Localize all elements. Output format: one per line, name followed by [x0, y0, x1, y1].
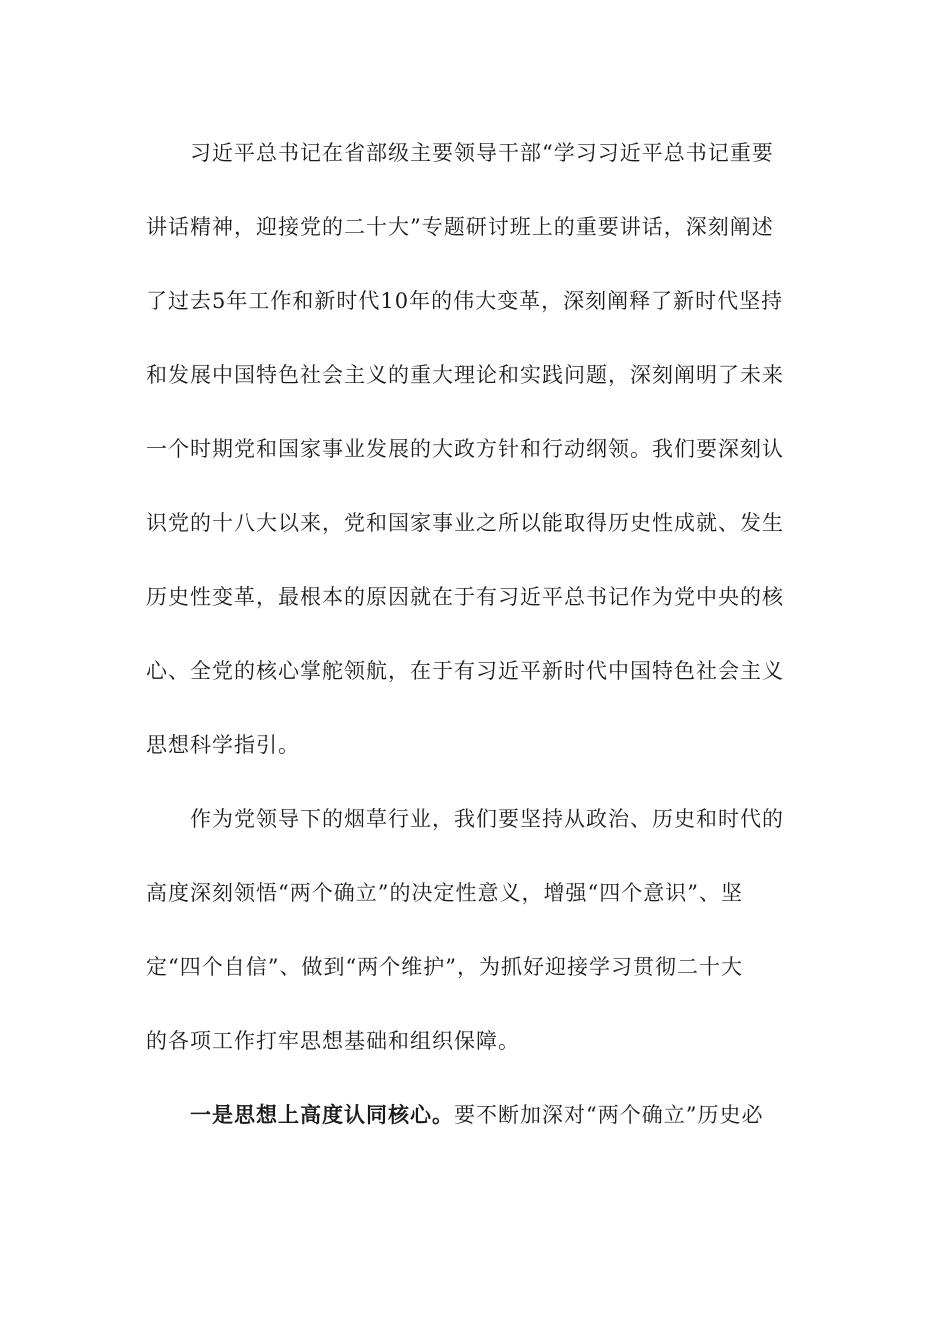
paragraph-line: 的各项工作打牢思想基础和组织保障。: [146, 1029, 520, 1053]
paragraph-line: 讲话精神，迎接党的二十大”专题研讨班上的重要讲话，深刻阐述: [146, 215, 774, 239]
paragraph-line: 习近平总书记在省部级主要领导干部“学习习近平总书记重要: [190, 141, 774, 165]
paragraph-text: 要不断加深对“两个确立”历史必: [454, 1103, 764, 1127]
paragraph-line: 了过去5年工作和新时代10年的伟大变革，深刻阐释了新时代坚持: [146, 289, 784, 313]
paragraph-1: [146, 130, 806, 768]
paragraph-line: 高度深刻领悟“两个确立”的决定性意义，增强“四个意识”、坚: [146, 881, 743, 905]
paragraph-line: 识党的十八大以来，党和国家事业之所以能取得历史性成就、发生: [146, 511, 784, 535]
document-body: [146, 130, 806, 1166]
paragraph-line: 心、全党的核心掌舵领航，在于有习近平新时代中国特色社会主义: [146, 659, 784, 683]
paragraph-2: [146, 796, 806, 1064]
paragraph-line: 定“四个自信”、做到“两个维护”，为抓好迎接学习贯彻二十大: [146, 955, 743, 979]
paragraph-line: 思想科学指引。: [146, 733, 300, 757]
paragraph-3: [146, 1092, 806, 1138]
paragraph-line: 和发展中国特色社会主义的重大理论和实践问题，深刻阐明了未来: [146, 363, 784, 387]
paragraph-line: 历史性变革，最根本的原因就在于有习近平总书记作为党中央的核: [146, 585, 784, 609]
bold-lead-text: 一是思想上高度认同核心。: [190, 1102, 454, 1127]
paragraph-line: [146, 1092, 806, 1138]
paragraph-line: 一个时期党和国家事业发展的大政方针和行动纲领。我们要深刻认: [146, 437, 784, 461]
paragraph-line: 作为党领导下的烟草行业，我们要坚持从政治、历史和时代的: [190, 807, 784, 831]
